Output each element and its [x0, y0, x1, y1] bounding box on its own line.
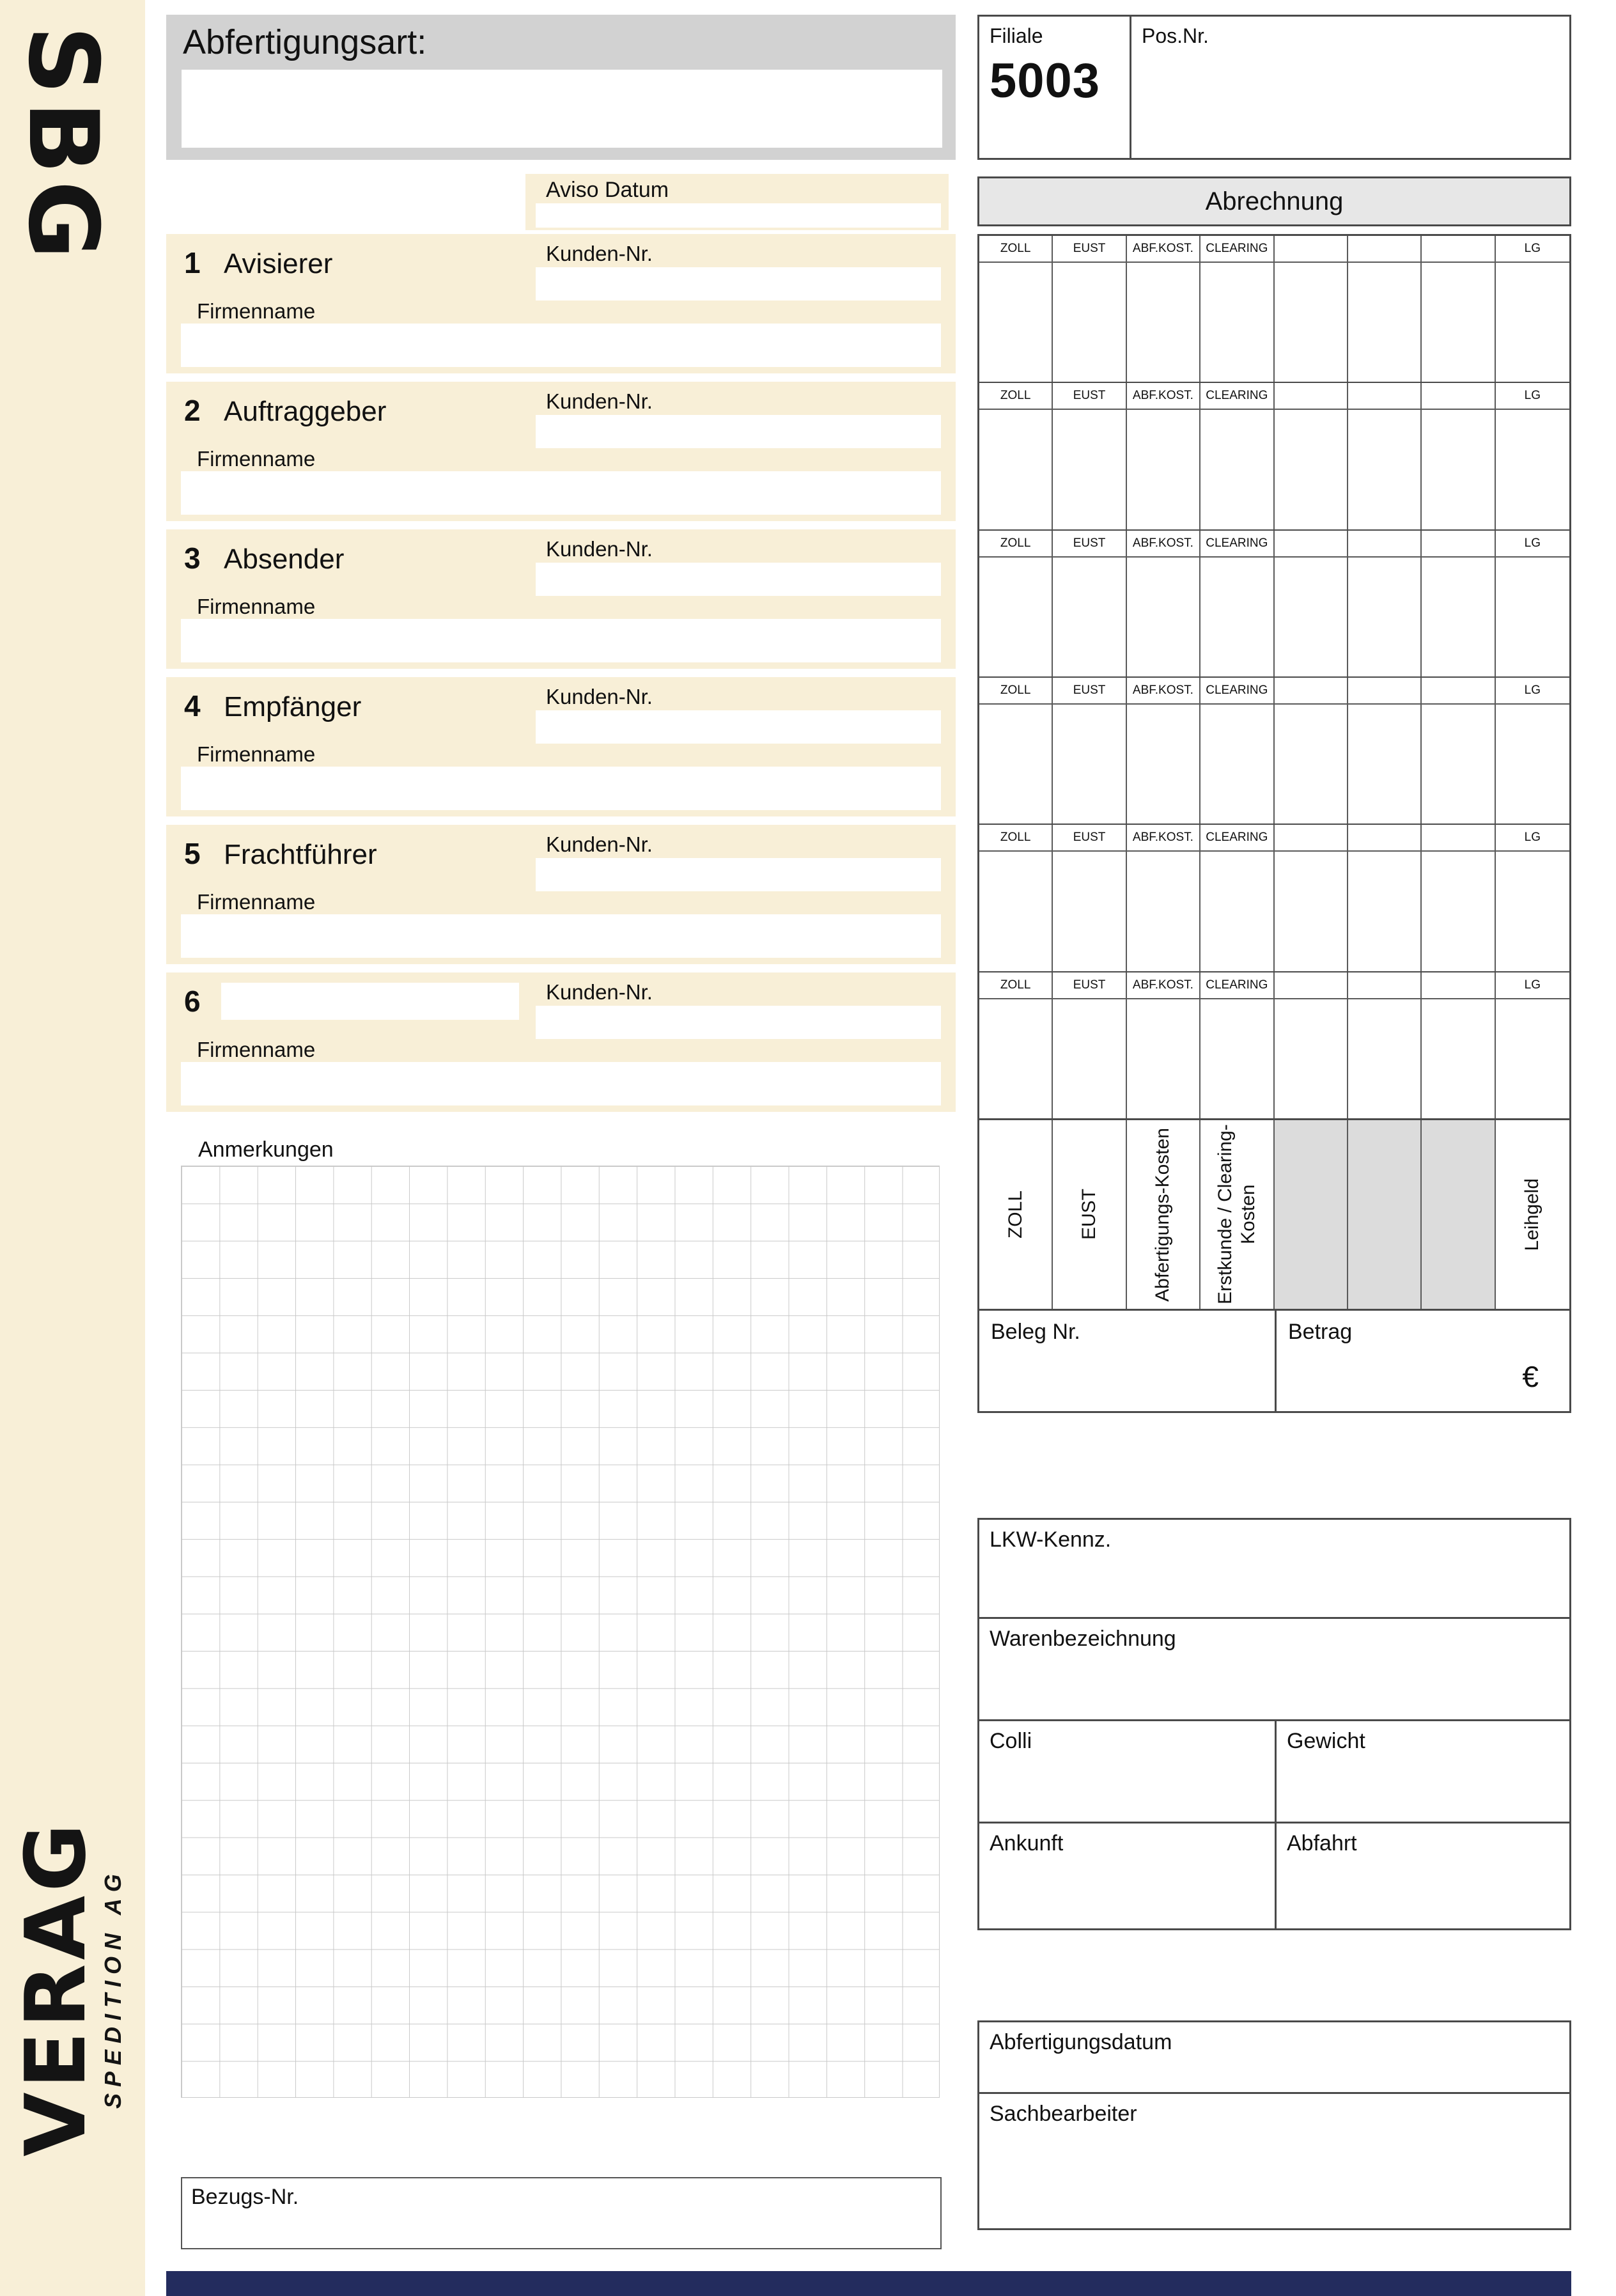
- beleg-nr-field[interactable]: [979, 1311, 1277, 1411]
- kunden-nr-field[interactable]: [536, 1006, 941, 1039]
- section-title: Empfänger: [224, 691, 362, 722]
- firmenname-field[interactable]: [181, 1062, 941, 1105]
- vlabel-text: EUST: [1078, 1189, 1100, 1240]
- abr-col-lg: LG: [1496, 972, 1569, 999]
- firmenname-field[interactable]: [181, 619, 941, 662]
- sbg-logo: SBG: [7, 26, 118, 266]
- vlabel-text: Leihgeld: [1521, 1178, 1543, 1251]
- abr-col-empty: [1275, 678, 1348, 705]
- beleg-nr-label: Beleg Nr.: [991, 1320, 1080, 1344]
- abfahrt-label: Abfahrt: [1287, 1831, 1357, 1855]
- abrechnung-cell[interactable]: [1053, 263, 1126, 382]
- abrechnung-cell[interactable]: [1127, 410, 1200, 529]
- abrechnung-cell[interactable]: [1127, 999, 1200, 1118]
- filiale-posnr-box: [977, 15, 1571, 160]
- abrechnung-cell[interactable]: [1127, 852, 1200, 971]
- abr-col-empty: [1275, 825, 1348, 852]
- section-avisierer: [166, 234, 956, 373]
- abr-col-zoll: ZOLL: [979, 383, 1053, 410]
- abr-col-clearing: CLEARING: [1200, 825, 1274, 852]
- gewicht-label: Gewicht: [1287, 1729, 1365, 1753]
- kunden-nr-label: Kunden-Nr.: [546, 980, 653, 1004]
- abrechnung-cell[interactable]: [1053, 410, 1126, 529]
- abrechnung-cell[interactable]: [1422, 999, 1495, 1118]
- cargo-details-box: [977, 1518, 1571, 1930]
- abr-col-empty: [1422, 678, 1495, 705]
- abr-col-lg: LG: [1496, 383, 1569, 410]
- abrechnung-cell[interactable]: [979, 263, 1053, 382]
- kunden-nr-field[interactable]: [536, 858, 941, 891]
- abr-col-eust: EUST: [1053, 383, 1126, 410]
- abr-col-eust: EUST: [1053, 678, 1126, 705]
- abr-col-clearing: CLEARING: [1200, 236, 1274, 263]
- verag-logo-subtext: SPEDITION AG: [99, 1868, 126, 2109]
- section-number: 2: [184, 394, 201, 427]
- ankunft-abfahrt-row: [979, 1824, 1569, 1928]
- warenbezeichnung-label: Warenbezeichnung: [990, 1627, 1176, 1651]
- bezugs-nr-field[interactable]: [181, 2177, 942, 2249]
- firmenname-label: Firmenname: [197, 595, 316, 618]
- abfertigungsart-label: Abfertigungsart:: [183, 23, 427, 61]
- section-title: Avisierer: [224, 248, 333, 279]
- sachbearbeiter-field[interactable]: [979, 2094, 1569, 2228]
- abrechnung-cell[interactable]: [1127, 705, 1200, 824]
- verag-logo: [7, 1771, 127, 2206]
- abrechnung-cell[interactable]: [1127, 263, 1200, 382]
- firmenname-field[interactable]: [181, 767, 941, 810]
- abr-col-clearing: CLEARING: [1200, 972, 1274, 999]
- lkw-kennz-field[interactable]: [979, 1520, 1569, 1619]
- abr-col-abfkost: ABF.KOST.: [1127, 383, 1200, 410]
- abr-col-empty: [1275, 236, 1348, 263]
- abrechnung-row-group: [979, 678, 1569, 825]
- abr-col-abfkost: ABF.KOST.: [1127, 236, 1200, 263]
- abrechnung-header: Abrechnung: [977, 176, 1571, 226]
- abrechnung-cell[interactable]: [1275, 705, 1348, 824]
- section-title: Auftraggeber: [224, 396, 387, 427]
- section-number: 1: [184, 246, 201, 279]
- abrechnung-row-group: [979, 825, 1569, 972]
- abrechnung-cell[interactable]: [1275, 558, 1348, 676]
- abrechnung-cell[interactable]: [1275, 263, 1348, 382]
- section-number: 6: [184, 985, 201, 1018]
- abrechnung-cell[interactable]: [1200, 263, 1274, 382]
- warenbezeichnung-field[interactable]: [979, 1619, 1569, 1721]
- abrechnung-cell[interactable]: [1348, 558, 1422, 676]
- aviso-datum-field[interactable]: [536, 203, 941, 228]
- abrechnung-cell[interactable]: [1422, 852, 1495, 971]
- abr-col-lg: LG: [1496, 678, 1569, 705]
- abr-col-empty: [1348, 236, 1422, 263]
- kunden-nr-label: Kunden-Nr.: [546, 537, 653, 561]
- abr-col-empty: [1275, 531, 1348, 558]
- abrechnung-cell[interactable]: [1348, 852, 1422, 971]
- abrechnung-row-group: [979, 383, 1569, 530]
- kunden-nr-label: Kunden-Nr.: [546, 389, 653, 413]
- filiale-value: 5003: [990, 54, 1101, 108]
- colli-field[interactable]: [979, 1721, 1277, 1822]
- posnr-label: Pos.Nr.: [1142, 24, 1209, 47]
- abr-col-abfkost: ABF.KOST.: [1127, 825, 1200, 852]
- abr-col-eust: EUST: [1053, 531, 1126, 558]
- abrechnung-cell[interactable]: [979, 558, 1053, 676]
- abrechnung-cell[interactable]: [1275, 410, 1348, 529]
- betrag-field[interactable]: [1277, 1311, 1569, 1411]
- abfertigungsdatum-label: Abfertigungsdatum: [990, 2030, 1172, 2054]
- ankunft-label: Ankunft: [990, 1831, 1064, 1855]
- section-title-field[interactable]: [221, 983, 519, 1020]
- anmerkungen-label: Anmerkungen: [198, 1137, 334, 1162]
- colli-label: Colli: [990, 1729, 1032, 1753]
- abr-col-lg: LG: [1496, 825, 1569, 852]
- abrechnung-cell[interactable]: [1200, 410, 1274, 529]
- abr-col-empty: [1422, 236, 1495, 263]
- euro-sign: €: [1522, 1360, 1539, 1393]
- kunden-nr-field[interactable]: [536, 267, 941, 301]
- abr-col-clearing: CLEARING: [1200, 678, 1274, 705]
- section-number: 5: [184, 837, 201, 870]
- abrechnung-cell[interactable]: [1200, 999, 1274, 1118]
- abr-col-zoll: ZOLL: [979, 236, 1053, 263]
- verag-logo-text: VERAG: [7, 1820, 104, 2157]
- abrechnung-cell[interactable]: [1496, 263, 1569, 382]
- vlabel-zoll: [979, 1120, 1053, 1309]
- vlabel-empty: [1422, 1120, 1495, 1309]
- abr-col-empty: [1348, 972, 1422, 999]
- abrechnung-cell[interactable]: [1496, 852, 1569, 971]
- kunden-nr-field[interactable]: [536, 415, 941, 448]
- abrechnung-cell[interactable]: [1422, 558, 1495, 676]
- vlabel-text: Abfertigungs-Kosten: [1152, 1127, 1174, 1302]
- abrechnung-cell[interactable]: [1200, 852, 1274, 971]
- abrechnung-cell[interactable]: [1053, 852, 1126, 971]
- aviso-datum-block: [525, 174, 949, 230]
- abrechnung-cell[interactable]: [1348, 410, 1422, 529]
- abrechnung-cell[interactable]: [1496, 410, 1569, 529]
- gewicht-field[interactable]: [1277, 1721, 1569, 1822]
- abr-col-empty: [1422, 383, 1495, 410]
- firmenname-field[interactable]: [181, 324, 941, 367]
- bezugs-nr-label: Bezugs-Nr.: [191, 2185, 299, 2209]
- abrechnung-cell[interactable]: [1496, 558, 1569, 676]
- filiale-cell: [979, 17, 1131, 158]
- bottom-color-bar: [166, 2271, 1571, 2296]
- abrechnung-row-group: [979, 972, 1569, 1118]
- section-auftraggeber: [166, 382, 956, 521]
- vlabel-text: ZOLL: [1004, 1190, 1026, 1239]
- section-number: 3: [184, 542, 201, 575]
- abrechnung-cell[interactable]: [1496, 705, 1569, 824]
- section-frachtfuehrer: [166, 825, 956, 964]
- abr-col-empty: [1348, 531, 1422, 558]
- abrechnung-cell[interactable]: [1053, 705, 1126, 824]
- beleg-betrag-box: [977, 1311, 1571, 1413]
- firmenname-label: Firmenname: [197, 1038, 316, 1061]
- kunden-nr-field[interactable]: [536, 710, 941, 744]
- firmenname-field[interactable]: [181, 914, 941, 958]
- kunden-nr-label: Kunden-Nr.: [546, 832, 653, 856]
- vlabel-empty: [1275, 1120, 1348, 1309]
- section-number: 4: [184, 689, 201, 722]
- section-empfaenger: [166, 677, 956, 816]
- ankunft-field[interactable]: [979, 1824, 1277, 1928]
- abrechnung-cell[interactable]: [979, 852, 1053, 971]
- aviso-datum-label: Aviso Datum: [546, 178, 669, 202]
- abrechnung-cell[interactable]: [979, 999, 1053, 1118]
- abr-col-abfkost: ABF.KOST.: [1127, 531, 1200, 558]
- abrechnung-cell[interactable]: [1348, 263, 1422, 382]
- abr-col-abfkost: ABF.KOST.: [1127, 972, 1200, 999]
- abrechnung-footer-labels: [977, 1120, 1571, 1311]
- abr-col-empty: [1275, 972, 1348, 999]
- abrechnung-row-group: [979, 236, 1569, 383]
- abrechnung-cell[interactable]: [1200, 558, 1274, 676]
- abr-col-zoll: ZOLL: [979, 678, 1053, 705]
- abrechnung-row-group: [979, 531, 1569, 678]
- abfertigungsart-field[interactable]: [182, 70, 942, 148]
- abrechnung-cell[interactable]: [1348, 705, 1422, 824]
- abrechnung-cell[interactable]: [1422, 263, 1495, 382]
- abr-col-empty: [1275, 383, 1348, 410]
- abrechnung-cell[interactable]: [1496, 999, 1569, 1118]
- abr-col-zoll: ZOLL: [979, 531, 1053, 558]
- firmenname-label: Firmenname: [197, 447, 316, 471]
- anmerkungen-grid[interactable]: [181, 1166, 940, 2098]
- vlabel-clearingkosten: [1200, 1120, 1274, 1309]
- abrechnung-cell[interactable]: [1127, 558, 1200, 676]
- abr-col-empty: [1422, 972, 1495, 999]
- abrechnung-cell[interactable]: [979, 705, 1053, 824]
- firmenname-label: Firmenname: [197, 890, 316, 914]
- vlabel-text: Erstkunde / Clearing-Kosten: [1214, 1124, 1259, 1305]
- abr-col-eust: EUST: [1053, 236, 1126, 263]
- firmenname-field[interactable]: [181, 471, 941, 515]
- filiale-label: Filiale: [990, 24, 1043, 47]
- firmenname-label: Firmenname: [197, 299, 316, 323]
- section-absender: [166, 529, 956, 669]
- abr-col-eust: EUST: [1053, 972, 1126, 999]
- abr-col-lg: LG: [1496, 236, 1569, 263]
- vlabel-empty: [1348, 1120, 1422, 1309]
- vlabel-leihgeld: [1496, 1120, 1569, 1309]
- abr-col-zoll: ZOLL: [979, 972, 1053, 999]
- abr-col-eust: EUST: [1053, 825, 1126, 852]
- abrechnung-cell[interactable]: [979, 410, 1053, 529]
- vlabel-eust: [1053, 1120, 1126, 1309]
- abr-col-zoll: ZOLL: [979, 825, 1053, 852]
- abrechnung-cell[interactable]: [1275, 852, 1348, 971]
- abrechnung-cell[interactable]: [1200, 705, 1274, 824]
- abrechnung-table: [977, 234, 1571, 1120]
- section-six: [166, 972, 956, 1112]
- abr-col-lg: LG: [1496, 531, 1569, 558]
- section-title: Frachtführer: [224, 839, 377, 870]
- abr-col-clearing: CLEARING: [1200, 383, 1274, 410]
- abfahrt-field[interactable]: [1277, 1824, 1569, 1928]
- section-title: Absender: [224, 543, 345, 575]
- abr-col-abfkost: ABF.KOST.: [1127, 678, 1200, 705]
- abfertigungsdatum-field[interactable]: [979, 2022, 1569, 2094]
- abrechnung-cell[interactable]: [1422, 705, 1495, 824]
- firmenname-label: Firmenname: [197, 742, 316, 766]
- kunden-nr-label: Kunden-Nr.: [546, 685, 653, 708]
- abr-col-empty: [1348, 825, 1422, 852]
- abr-col-empty: [1348, 383, 1422, 410]
- abfertigungsart-box: [166, 15, 956, 160]
- abrechnung-cell[interactable]: [1348, 999, 1422, 1118]
- lkw-kennz-label: LKW-Kennz.: [990, 1527, 1112, 1552]
- left-brand-strip: [0, 0, 145, 2296]
- sachbearbeiter-label: Sachbearbeiter: [990, 2102, 1137, 2126]
- betrag-label: Betrag: [1288, 1320, 1353, 1344]
- colli-gewicht-row: [979, 1721, 1569, 1824]
- abr-col-empty: [1422, 825, 1495, 852]
- abrechnung-cell[interactable]: [1422, 410, 1495, 529]
- abrechnung-cell[interactable]: [1053, 558, 1126, 676]
- abrechnung-cell[interactable]: [1275, 999, 1348, 1118]
- vlabel-abfertigungskosten: [1127, 1120, 1200, 1309]
- abr-col-empty: [1422, 531, 1495, 558]
- abr-col-clearing: CLEARING: [1200, 531, 1274, 558]
- abrechnung-cell[interactable]: [1053, 999, 1126, 1118]
- processing-box: [977, 2020, 1571, 2230]
- abr-col-empty: [1348, 678, 1422, 705]
- posnr-field[interactable]: [1131, 17, 1569, 158]
- kunden-nr-label: Kunden-Nr.: [546, 242, 653, 265]
- kunden-nr-field[interactable]: [536, 563, 941, 596]
